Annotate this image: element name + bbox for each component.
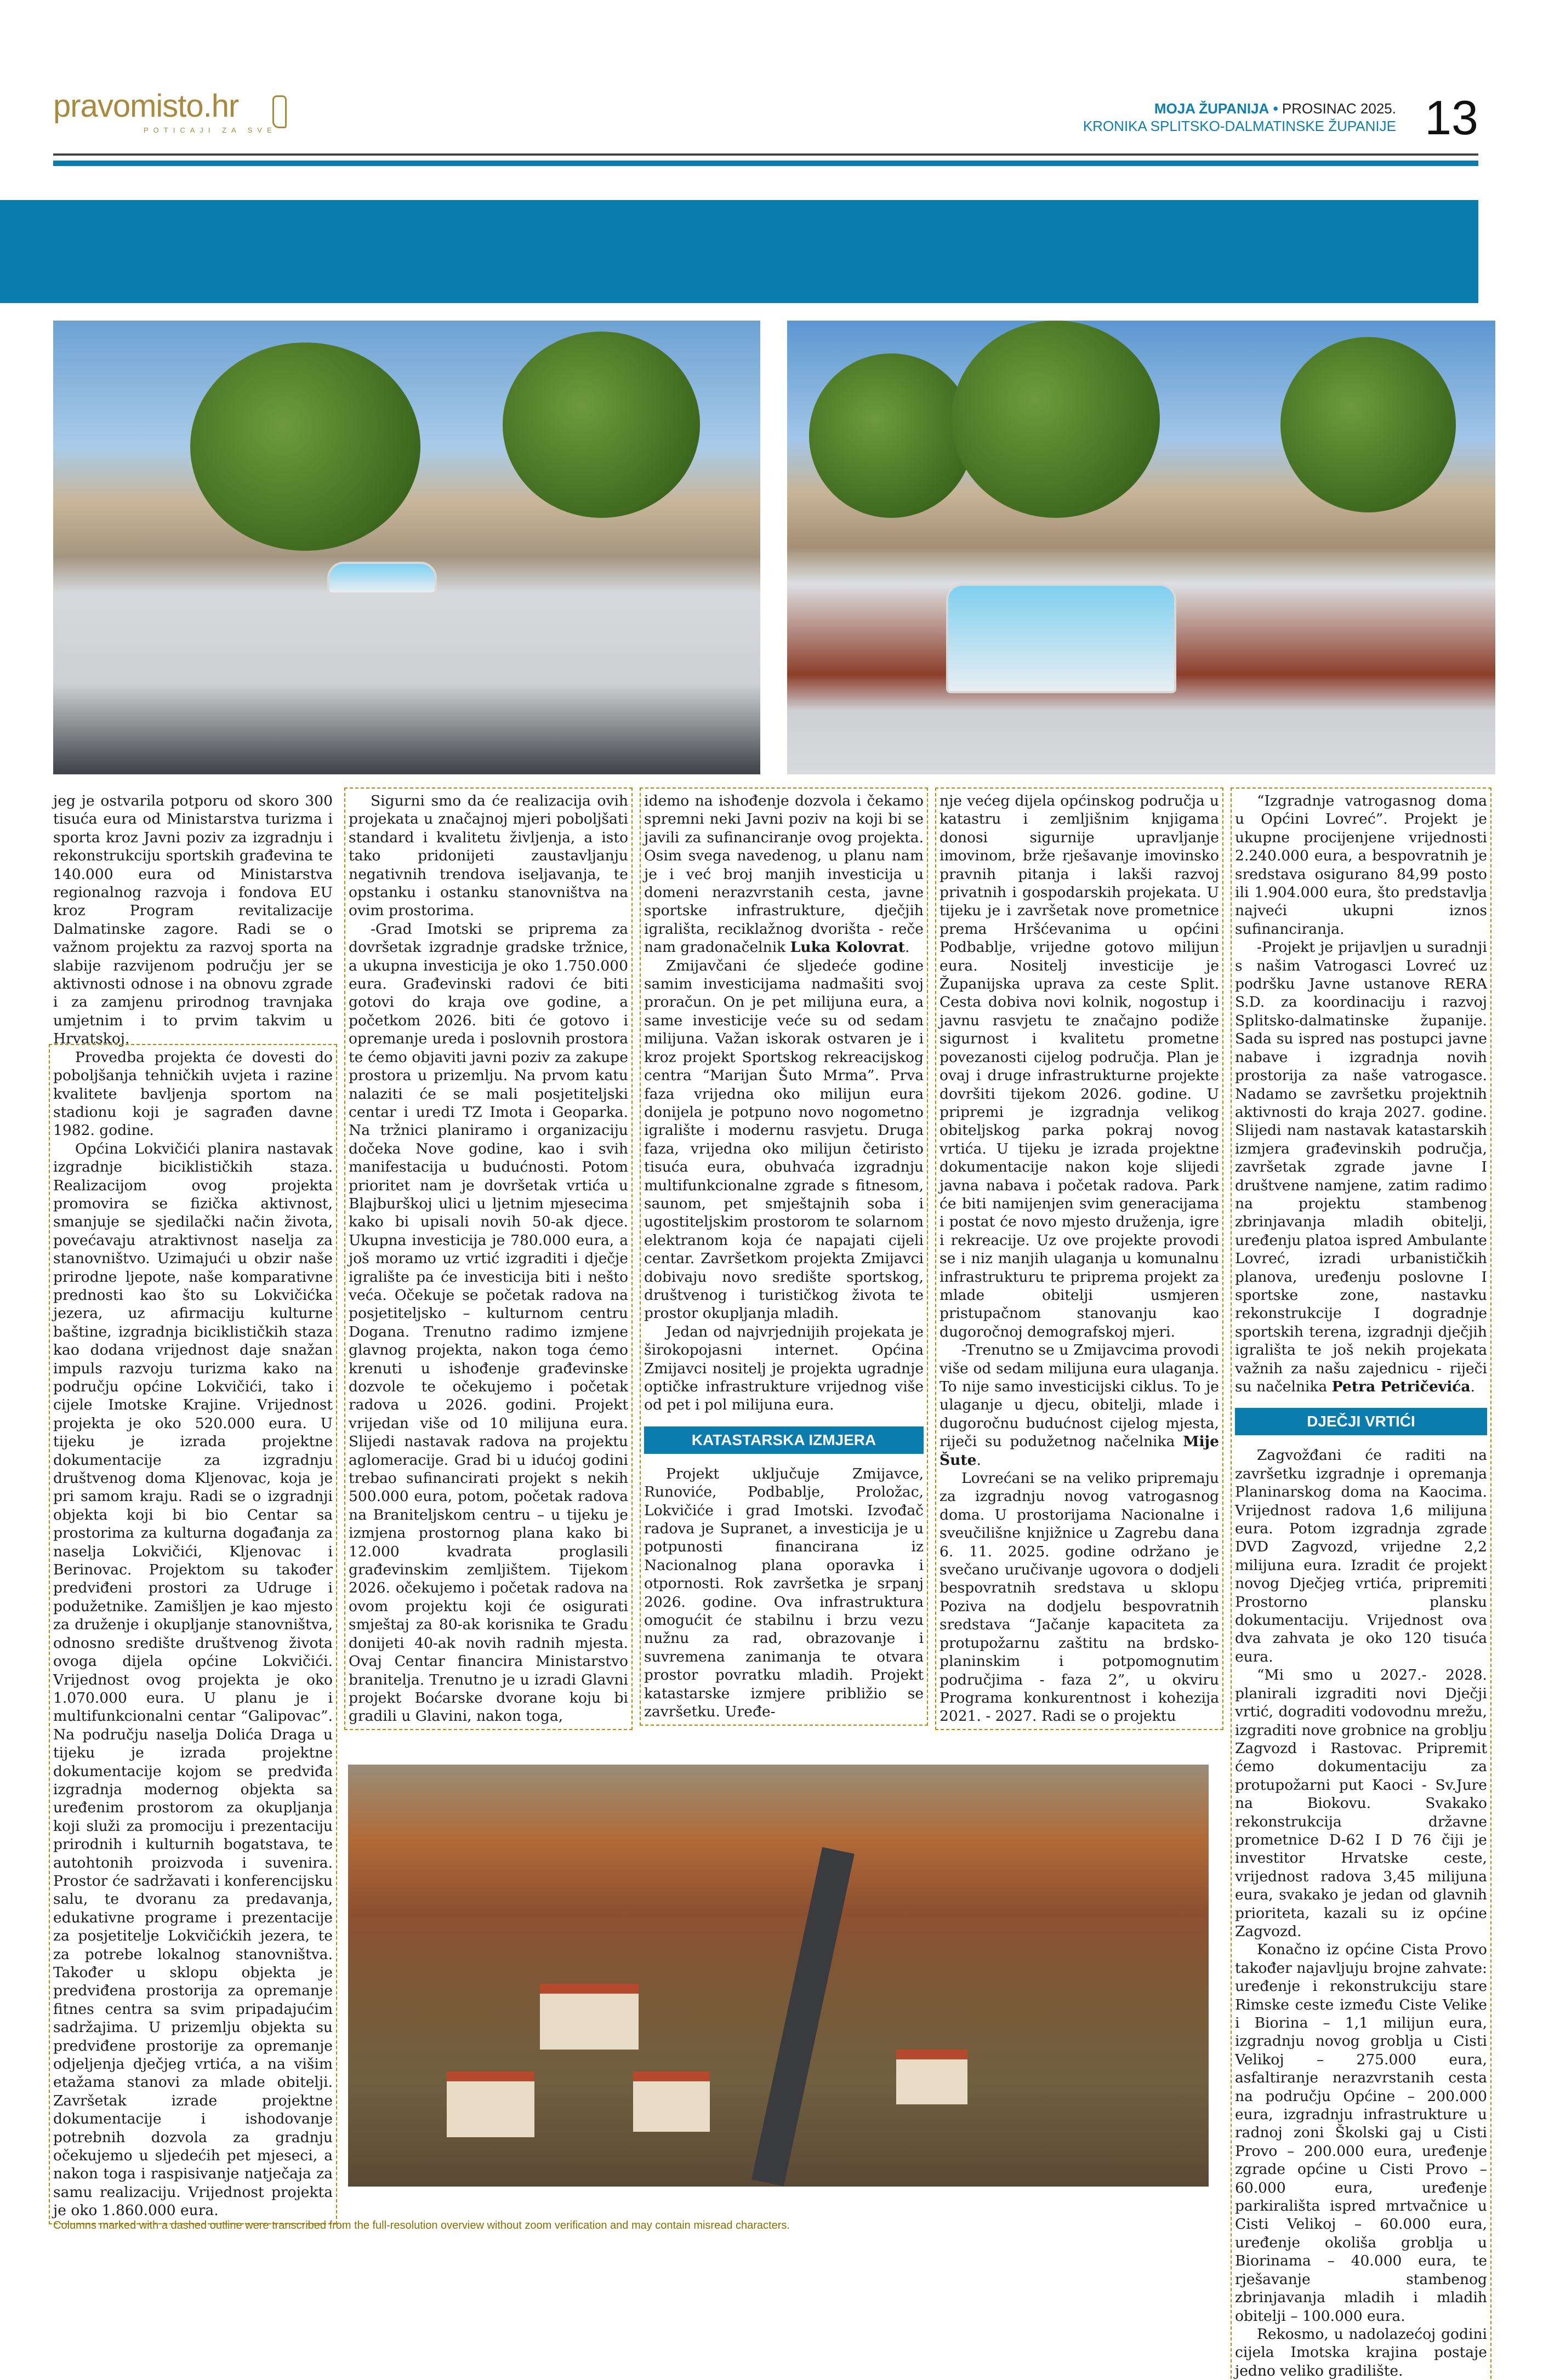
paragraph: Provedba projekta će dovesti do poboljšanja tehničkih uvjeta i razine kvalitete bavljenja sportom na stadionu koji je sagrađen davne 1982. godine. <box>53 1048 333 1139</box>
tree-illustration <box>1280 337 1456 512</box>
tree-illustration <box>190 343 420 551</box>
page-number: 13 <box>1425 90 1478 145</box>
article-column-3 <box>644 792 924 1721</box>
square-rendering-photo-left <box>53 321 760 774</box>
section-heading-djecji-vrtici: DJEČJI VRTIĆI <box>1235 1408 1487 1435</box>
article-column-5 <box>1235 792 1487 2380</box>
paragraph: Zagvožđani će raditi na završetku izgradnje i opremanja Planinarskog doma na Kaocima. Vrijednost radova 1,6 milijuna eura. Potom izgradnja zgrade DVD Zagvozd, vrijedne 2,2 milijuna eura. Izradit će projekt novog Dječjeg vrtića, pripremiti Prostorno plansku dokumentaciju. Vrijednost ova dva zahvata je oko 120 tisuća eura. <box>1235 1447 1487 1665</box>
paragraph: idemo na ishođenje dozvola i čekamo spremni neki Javni poziv na koji bi se javili za sufinanciranje ovog projekta. Osim svega navedenog, u planu nam je i već broj manjih investicija u domeni nerazvrstanih cesta, javne sportske infrastrukture, dječjih igrališta, reciklažnog dvorišta - reče nam gradonačelnik Luka Kolovrat. <box>644 792 924 956</box>
paragraph: “Mi smo u 2027.- 2028. planirali izgraditi novi Dječji vrtić, dograditi vodovodnu mrežu, izgraditi nove grobnice na groblju Zagvozd i Rastovac. Pripremit ćemo dokumentaciju za protupožarni put Kaoci - Sv.Jure na Biokovu. Svakako rekonstrukcija državne prometnice D-62 I D 76 čiji je investitor Hrvatske ceste, vrijednost radova 3,45 milijuna eura, svakako je jedan od glavnih prioriteta, kazali su iz općine Zagvozd. <box>1235 1666 1487 1940</box>
header-divider <box>53 153 1478 156</box>
house-illustration <box>896 2050 967 2104</box>
house-illustration <box>540 1984 639 2050</box>
article-column-2 <box>349 792 628 1726</box>
paragraph: Općina Lokvičići planira nastavak izgradnje biciklističkih staza. Realizacijom ovog projekta promovira se fizička aktivnost, smanjuje se sjedilački način života, povećavaju atraktivnost naselja za stanovništvo. Uzimajući u obzir naše prirodne ljepote, naše komparativne prednosti kao što su Lokvičićka jezera, uz afirmaciju kulturne baštine, izgradnja biciklističkih staza kao dodana vrijednost daje snažan impuls razvoju turizma kako na području općine Lokvičići, tako i cijele Imotske Krajine. Vrijednost projekta je oko 520.000 eura. U tijeku je izrada projektne dokumentacije za izgradnju društvenog doma Kljenovac, koja je pri samom kraju. Radi se o izgradnji objekta koji bi bio Centar sa prostorima za kulturna događanja za naselja Lokvičići, Kljenovac i Berinovac. Projektom su također predviđeni prostori za Udruge i podužetnike. Zamišljen je kao mjesto za druženje i okupljanje stanovništva, odnosno središte društvenog života ovoga dijela općine Lokvičići. Vrijednost ovog projekta je oko 1.070.000 eura. U planu je i multifunkcionalni centar “Galipovac”. Na području naselja Dolića Draga u tijeku je izrada projektne dokumentacije kojom se predviđa izgradnja modernog objekta sa uređenim prostorom za okupljanja koji služi za promociju i prezentaciju prirodnih i kulturnih bogatstava, te autohtonih proizvoda i suvenira. Prostor će sadržavati i konferencijsku salu, te dvoranu za predavanja, edukativne programe i prezentacije za posjetitelje Lokvičićkih jezera, te za potrebe lokalnog stanovništva. Također u sklopu objekta je predviđena prostorija za opremanje fitnes centra sa svim pripadajućim sadržajima. U prizemlju objekta su predviđene prostorije za opremanje odjeljenja dječjeg vrtića, a na višim etažama stanovi za mlade obitelji. Završetak izrade projektne dokumentacije i ishodovanje potrebnih dozvola za gradnju očekujemo u sljedećih pet mjeseci, a nakon toga i raspisivanje natječaja za samu realizaciju. Vrijednost projekta je oko 1.860.000 eura. <box>53 1140 333 2219</box>
paragraph: -Projekt je prijavljen u suradnji s našim Vatrogasci Lovreć uz podršku Javne ustanove RERA S.D. za koordinaciju i razvoj Splitsko-dalmatinske županije. Sada su ispred nas postupci javne nabave i izgradnja novih prostorija za naše vatrogasce. Nadamo se završetku projektnih aktivnosti do kraja 2027. godine. Slijedi nam nastavak katastarskih izmjera građevinskih područja, završetak zgrade javne I društvene namjene, zatim radimo na projektu stambenog zbrinjavanja mladih obitelji, uređenju platoa ispred Ambulante Lovreć, izradi urbanističkih planova, uređenju poslovne I sportske zone, nastavku rekonstrukcije I dogradnje sportskih terena, izgradnji dječjih igrališta te još nekih projekata važnih za našu zajednicu - riječi su načelnika Petra Petričevića. <box>1235 939 1487 1395</box>
pravomisto-logo[interactable] <box>53 88 277 134</box>
tree-illustration <box>503 332 700 518</box>
headline-banner <box>0 200 1478 303</box>
road-illustration <box>751 1847 855 2187</box>
fountain-illustration <box>327 562 437 595</box>
aerial-village-photo <box>348 1765 1209 2187</box>
paragraph: Konačno iz općine Cista Provo također najavljuju brojne zahvate: uređenje i rekonstrukciju stare Rimske ceste između Ciste Velike i Biorina – 1,1 milijun eura, izgradnju novog groblja u Cisti Velikoj – 275.000 eura, asfaltiranje nerazvrstanih cesta na području Općine – 200.000 eura, izgradnju infrastrukture u radnoj zoni Školski gaj u Cisti Provo – 200.000 eura, uređenje zgrade općine u Cisti Provo – 60.000 eura, uređenje parkirališta ispred mrtvačnice u Cisti Velikoj – 60.000 eura, uređenje okoliša groblja u Biorinama – 40.000 eura, te rješavanje stambenog zbrinjavanja mladih i mladih obitelji – 100.000 eura. <box>1235 1941 1487 2325</box>
house-illustration <box>633 2071 710 2132</box>
paragraph: Jedan od najvrjednijih projekata je širokopojasni internet. Općina Zmijavci nositelj je projekta ugradnje optičke infrastrukture vrijednog više od pet i pol milijuna eura. <box>644 1323 924 1414</box>
accent-strip <box>53 161 1478 166</box>
tree-illustration <box>809 353 973 518</box>
quoted-person: Petra Petričevića <box>1331 1378 1471 1395</box>
paragraph: Zmijavčani će sljedeće godine samim investicijama nadmašiti svoj proračun. On je pet milijuna eura, a same investicije veće su od sedam milijuna. Važan iskorak ostvaren je i kroz projekt Sportskog rekreacijskog centra “Marijan Šuto Mrma”. Prva faza vrijedna oko milijun eura donijela je potpuno novo nogometno igralište i modernu rasvjetu. Druga faza, vrijedna oko milijun četiristo tisuća eura, obuhvaća izgradnju multifunkcionalne zgrade s fitnesom, saunom, pet smještajnih soba i ugostiteljskim prostorom te solarnom elektranom koja će napajati cijeli centar. Završetkom projekta Zmijavci dobivaju novo središte sportskog, društvenog i turističkog života te prostor okupljanja mladih. <box>644 957 924 1322</box>
tree-illustration <box>952 321 1160 518</box>
verification-notice: Columns marked with a dashed outline were transcribed from the full-resolution overview without zoom verification and may contain misread characters. <box>53 2219 790 2231</box>
bullet-separator: • <box>1273 100 1278 117</box>
square-rendering-photo-right <box>787 321 1495 774</box>
issue-date: PROSINAC 2025. <box>1282 100 1396 117</box>
hand-pointer-icon <box>272 95 287 128</box>
paragraph: Projekt uključuje Zmijavce, Runoviće, Podbablje, Proložac, Lokvičiće i grad Imotski. Izvođač radova je Supranet, a investicija je u potpunosti financirana iz Nacionalnog plana oporavka i otpornosti. Rok završetka je srpanj 2026. godine. Ova infrastruktura omogućit će stabilnu i brzu vezu nužnu za rad, obrazovanje i suvremena zanimanja te otvara prostor povratku mladih. Projekt katastarske izmjere približio se završetku. Uređe- <box>644 1465 924 1721</box>
section-subtitle: KRONIKA SPLITSKO-DALMATINSKE ŽUPANIJE <box>1083 118 1396 134</box>
fountain-illustration <box>946 584 1176 693</box>
paragraph: Lovrećani se na veliko pripremaju za izgradnju novog vatrogasnog doma. U prostorijama Nacionalne i sveučilišne knjižnice u Zagrebu dana 6. 11. 2025. godine održano je svečano uručivanje ugovora o dodjeli bespovratnih sredstava u sklopu Poziva na dodjelu bespovratnih sredstava “Jačanje kapaciteta za protupožarnu zaštitu na brdsko-planinskim i potpomognutim područjima - faza 2”, u okviru Programa konkurentnost i kohezija 2021. - 2027. Radi se o projektu <box>940 1470 1219 1725</box>
publication-name: MOJA ŽUPANIJA <box>1154 100 1269 117</box>
quoted-person: Luka Kolovrat <box>790 939 905 956</box>
masthead <box>1083 100 1396 135</box>
paragraph: jeg je ostvarila potporu od skoro 300 tisuća eura od Ministarstva turizma i sporta kroz Javni poziv za izgradnju i rekonstrukciju sportskih građevina te 140.000 eura od Ministarstva regionalnog razvoja i fondova EU kroz Program revitalizacije Dalmatinske zagore. Radi se o važnom projektu za razvoj sporta na slabije razvijenom području jer se aktivnosti odnose i na obnovu zgrade i za zamjenu prirodnog travnjaka umjetnim i to prvim takvim u Hrvatskoj. <box>53 792 333 1048</box>
paragraph: Rekosmo, u nadolazećoj godini cijela Imotska krajina postaje jedno veliko gradilište. <box>1235 2325 1487 2379</box>
quoted-person: Mije Šute <box>940 1433 1219 1469</box>
paragraph: “Izgradnje vatrogasnog doma u Općini Lovreć”. Projekt je ukupne procijenjene vrijednosti 2.240.000 eura, a bespovratnih je sredstava osigurano 84,99 posto ili 1.904.000 eura, što predstavlja najveći ukupni iznos sufinanciranja. <box>1235 792 1487 938</box>
article-column-4 <box>940 792 1219 1726</box>
house-illustration <box>447 2071 534 2137</box>
logo-text: pravomisto.hr <box>53 88 239 124</box>
paragraph: -Grad Imotski se priprema za dovršetak izgradnje gradske tržnice, a ukupna investicija je oko 1.750.000 eura. Građevinski radovi će biti gotovi do kraja ove godine, a početkom 2026. biti će gotovo i opremanje ureda i poslovnih prostora te ćemo objaviti javni poziv za zakupe prostora u prizemlju. Na prvom katu nalaziti će se mali posjetiteljski centar i uredi TZ Imota i Geoparka. Na tržnici planiramo i organizaciju dočeka Nove godine, kao i svih manifestacija u budućnosti. Potom prioritet nam je dovršetak vrtića u Blajburškoj ulici u ljetnim mjesecima kako bi upisali novih 50-ak djece. Ukupna investicija je 780.000 eura, a još moramo uz vrtić izgraditi i dječje igralište pa će investicija biti i nešto veća. Očekuje se početak radova na posjetiteljsko – kulturnom centru Dogana. Trenutno radimo izmjene glavnog projekta, nakon toga ćemo krenuti u ishođenje građevinske dozvole te očekujemo i početak radova u 2026. godini. Projekt vrijedan više od 10 milijuna eura. Slijedi nastavak radova na projektu aglomeracije. Grad bi u idućoj godini trebao sufinancirati projekt s nekih 500.000 eura, potom, početak radova na Branitelјskom centru – u tijeku je izmjena prostornog plana kako bi 12.000 kvadrata proglasili građevinskim zemljištem. Tijekom 2026. očekujemo i početak radova na ovom projektu koji će osigurati smještaj za 80-ak korisnika te Gradu donijeti 40-ak novih radnih mjesta. Ovaj Centar financira Ministarstvo branitelja. Trenutno je u izradi Glavni projekt Boćarske dvorane koju bi gradili u Glavini, nakon toga, <box>349 920 628 1725</box>
page-header <box>53 88 1478 153</box>
section-heading-katastarska: KATASTARSKA IZMJERA <box>644 1426 924 1454</box>
paragraph: -Trenutno se u Zmijavcima provodi više od sedam milijuna eura ulaganja. To nije samo investicijski ciklus. To je ulaganje u djecu, obitelji, mlade i dugoročnu budućnost cijelog mjesta, riječi su podužetnog načelnika Mije Šute. <box>940 1342 1219 1469</box>
logo-tagline: POTICAJI ZA SVE <box>144 126 277 134</box>
paragraph: Sigurni smo da će realizacija ovih projekata u značajnoj mjeri poboljšati standard i kvalitetu življenja, a isto tako pridonijeti zaustavljanju negativnih trendova iseljavanja, te opstanku i ostanku stanovništva na ovim prostorima. <box>349 792 628 920</box>
unverified-region <box>53 1048 333 2220</box>
article-column-1 <box>53 792 333 2220</box>
paragraph: nje većeg dijela općinskog područja u katastru i zemljišnim knjigama donosi sigurnije upravljanje imovinom, brže rješavanje imovinsko pravnih pitanja i lakši razvoj privatnih i gospodarskih projekata. U tijeku je i završetak nove prometnice prema Hršćevanima u općini Podbablje, vrijedne gotovo milijun eura. Nositelj investicije je Županijska uprava za ceste Split. Cesta dobiva novi kolnik, nogostup i javnu rasvjetu te značajno podiže sigurnost i kvalitetu prometne povezanosti cijelog područja. Plan je ovaj i druge infrastrukturne projekte dovršiti tijekom 2026. godine. U pripremi je izgradnja velikog obiteljskog parka pokraj novog vrtića. U tijeku je izrada projektne dokumentacije nakon koje slijedi javna nabava i početak radova. Park će biti namijenjen svim generacijama i postat će novo mjesto druženja, igre i rekreacije. Uz ove projekte provodi se i niz manjih ulaganja u komunalnu infrastrukturu te priprema projekt za mlade obitelji usmjeren pristupačnom stanovanju kao dugoročnoj demografskoj mjeri. <box>940 792 1219 1340</box>
